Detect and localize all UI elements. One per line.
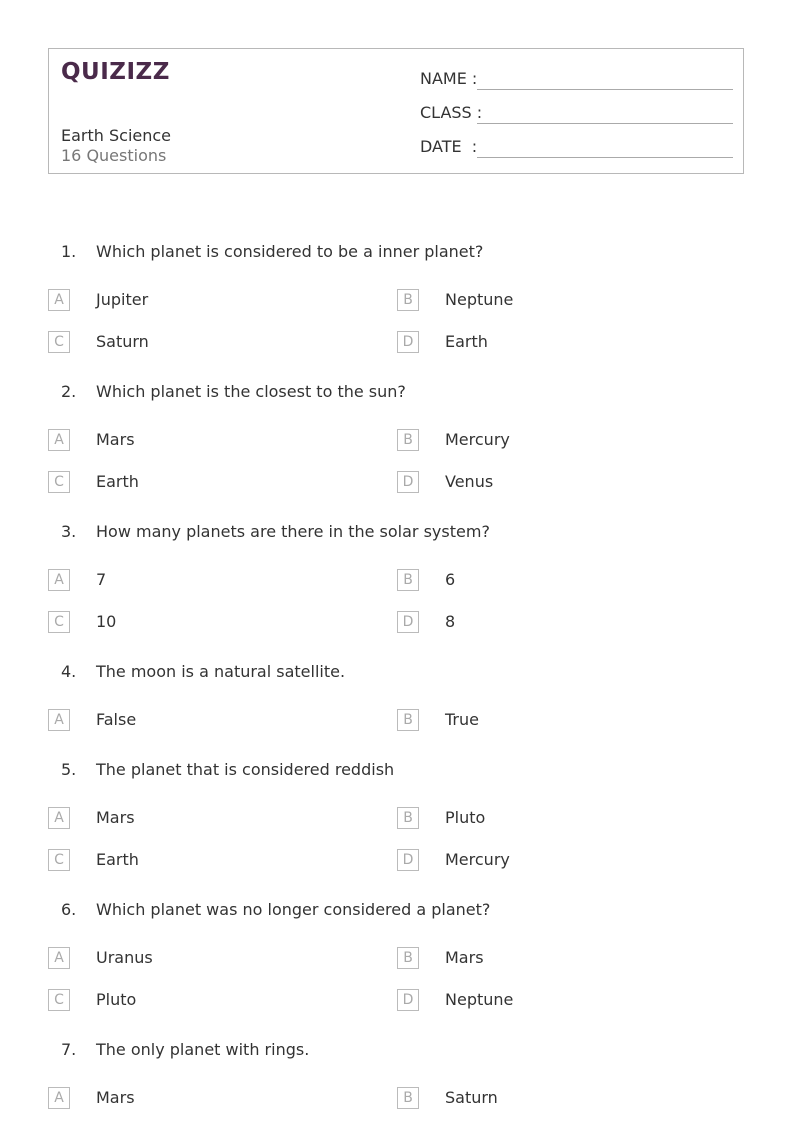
option-text: 8 xyxy=(445,612,456,631)
option-letter-box: C xyxy=(48,989,70,1011)
option-text: Pluto xyxy=(96,990,137,1009)
question-number: 2. xyxy=(61,382,77,401)
option-letter-box: C xyxy=(48,471,70,493)
option-text: Mercury xyxy=(445,430,510,449)
option-letter-box: D xyxy=(397,471,419,493)
option-text: Venus xyxy=(445,472,494,491)
option-text: 7 xyxy=(96,570,107,589)
option-letter-box: C xyxy=(48,611,70,633)
question-number: 4. xyxy=(61,662,77,681)
option-letter-box: A xyxy=(48,289,70,311)
option-text: Saturn xyxy=(445,1088,498,1107)
option-letter-box: C xyxy=(48,331,70,353)
option-text: True xyxy=(445,710,479,729)
option-letter-box: B xyxy=(397,1087,419,1109)
option-letter-box: A xyxy=(48,807,70,829)
question-text: The moon is a natural satellite. xyxy=(96,662,346,681)
option-letter-box: B xyxy=(397,289,419,311)
option-text: 6 xyxy=(445,570,456,589)
option-letter-box: D xyxy=(397,331,419,353)
option-letter-box: A xyxy=(48,947,70,969)
option-letter-box: D xyxy=(397,611,419,633)
option-text: Mars xyxy=(96,808,135,827)
option-letter-box: C xyxy=(48,849,70,871)
option-letter-box: B xyxy=(397,709,419,731)
name-field[interactable] xyxy=(420,69,733,91)
question-text: Which planet is considered to be a inner planet? xyxy=(96,242,484,261)
worksheet-subject: Earth Science xyxy=(61,126,172,145)
question-text: The only planet with rings. xyxy=(96,1040,310,1059)
option-text: Neptune xyxy=(445,990,514,1009)
option-letter-box: B xyxy=(397,947,419,969)
option-text: Mercury xyxy=(445,850,510,869)
option-text: Jupiter xyxy=(96,290,149,309)
option-text: Uranus xyxy=(96,948,153,967)
option-text: Earth xyxy=(96,850,139,869)
option-letter-box: B xyxy=(397,569,419,591)
quizizz-logo: QUIZIZZ xyxy=(61,59,170,85)
option-letter-box: D xyxy=(397,849,419,871)
date-line xyxy=(477,157,733,158)
class-field[interactable] xyxy=(420,103,733,125)
question-text: How many planets are there in the solar system? xyxy=(96,522,490,541)
question-text: Which planet is the closest to the sun? xyxy=(96,382,406,401)
option-letter-box: A xyxy=(48,429,70,451)
question-number: 5. xyxy=(61,760,77,779)
option-text: Earth xyxy=(445,332,488,351)
date-label: DATE : xyxy=(420,137,478,156)
option-text: Saturn xyxy=(96,332,149,351)
name-line xyxy=(477,89,733,90)
option-text: 10 xyxy=(96,612,117,631)
option-text: Earth xyxy=(96,472,139,491)
question-count: 16 Questions xyxy=(61,146,167,165)
name-label: NAME : xyxy=(420,69,478,88)
option-text: Pluto xyxy=(445,808,486,827)
question-number: 3. xyxy=(61,522,77,541)
option-letter-box: A xyxy=(48,569,70,591)
question-text: Which planet was no longer considered a planet? xyxy=(96,900,491,919)
date-field[interactable] xyxy=(420,137,733,159)
worksheet-header xyxy=(48,48,744,174)
option-text: Mars xyxy=(96,1088,135,1107)
option-text: Neptune xyxy=(445,290,514,309)
option-letter-box: B xyxy=(397,429,419,451)
option-letter-box: D xyxy=(397,989,419,1011)
question-number: 1. xyxy=(61,242,77,261)
question-number: 7. xyxy=(61,1040,77,1059)
class-label: CLASS : xyxy=(420,103,483,122)
option-letter-box: A xyxy=(48,709,70,731)
option-text: False xyxy=(96,710,137,729)
option-letter-box: A xyxy=(48,1087,70,1109)
option-text: Mars xyxy=(445,948,484,967)
option-letter-box: B xyxy=(397,807,419,829)
question-number: 6. xyxy=(61,900,77,919)
option-text: Mars xyxy=(96,430,135,449)
question-text: The planet that is considered reddish xyxy=(96,760,395,779)
class-line xyxy=(477,123,733,124)
